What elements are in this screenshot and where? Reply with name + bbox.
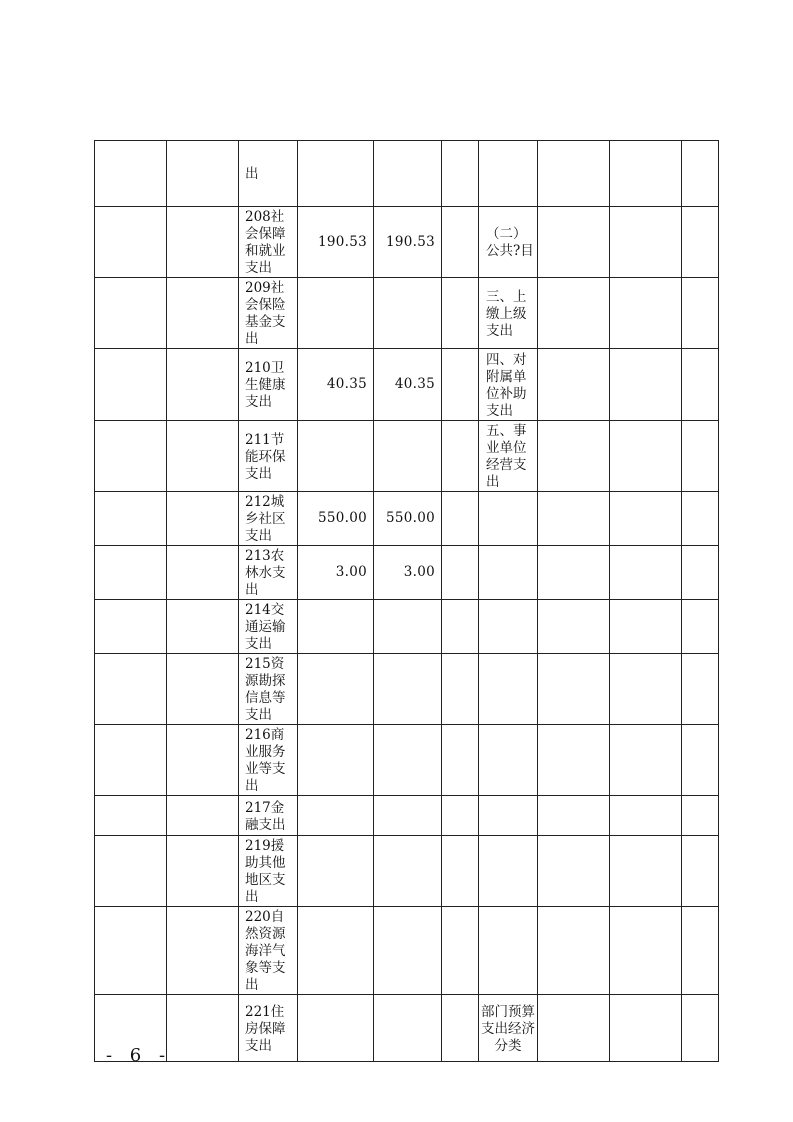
table-cell <box>442 796 479 836</box>
table-cell <box>682 278 719 349</box>
amount-total-cell <box>298 995 374 1062</box>
table-row <box>95 600 719 654</box>
table-cell <box>442 907 479 995</box>
table-cell <box>167 546 239 600</box>
table-row <box>95 349 719 421</box>
table-cell <box>610 995 682 1062</box>
table-cell <box>538 207 610 278</box>
table-cell <box>610 836 682 907</box>
table-cell <box>538 600 610 654</box>
table-cell <box>538 654 610 725</box>
amount-general-cell <box>374 725 442 796</box>
expense-category-cell: 208社会保障和就业支出 <box>239 207 298 278</box>
table-cell <box>610 796 682 836</box>
table-cell <box>610 421 682 492</box>
table-cell <box>167 995 239 1062</box>
amount-general-cell <box>374 421 442 492</box>
table-cell <box>167 725 239 796</box>
table-row <box>95 492 719 546</box>
expense-category-cell: 220自然资源海洋气象等支出 <box>239 907 298 995</box>
table-cell <box>442 421 479 492</box>
table-row <box>95 141 719 207</box>
expense-category-cell: 219援助其他地区支出 <box>239 836 298 907</box>
table-cell <box>442 654 479 725</box>
amount-total-cell <box>298 796 374 836</box>
expense-category-cell: 216商业服务业等支出 <box>239 725 298 796</box>
table-cell <box>610 725 682 796</box>
table-cell <box>95 349 167 421</box>
table-cell <box>610 492 682 546</box>
amount-total-cell <box>298 725 374 796</box>
table-cell <box>538 836 610 907</box>
table-cell <box>682 207 719 278</box>
table-cell <box>442 725 479 796</box>
table-cell <box>610 207 682 278</box>
expense-item-cell: （二）公共?目 <box>479 207 538 278</box>
table-cell <box>610 654 682 725</box>
table-cell <box>167 349 239 421</box>
expense-item-cell: 三、上缴上级支出 <box>479 278 538 349</box>
table-cell <box>682 349 719 421</box>
table-cell <box>167 421 239 492</box>
expense-category-cell: 出 <box>239 141 298 207</box>
expense-category-cell: 210卫生健康支出 <box>239 349 298 421</box>
expense-item-cell <box>479 492 538 546</box>
table-cell <box>538 349 610 421</box>
table-cell <box>167 600 239 654</box>
amount-total-cell <box>298 421 374 492</box>
table-cell <box>95 907 167 995</box>
table-cell <box>682 421 719 492</box>
budget-table <box>94 140 719 1062</box>
table-cell <box>95 725 167 796</box>
table-cell <box>682 836 719 907</box>
table-cell <box>95 796 167 836</box>
expense-category-cell: 215资源勘探信息等支出 <box>239 654 298 725</box>
amount-total-cell <box>298 654 374 725</box>
table-cell <box>167 654 239 725</box>
amount-general-cell: 550.00 <box>374 492 442 546</box>
amount-general-cell <box>374 141 442 207</box>
expense-item-cell: 部门预算支出经济分类 <box>479 995 538 1062</box>
table-cell <box>682 600 719 654</box>
table-cell <box>442 492 479 546</box>
expense-category-cell: 221住房保障支出 <box>239 995 298 1062</box>
amount-general-cell <box>374 654 442 725</box>
table-row <box>95 907 719 995</box>
amount-total-cell <box>298 141 374 207</box>
table-row <box>95 546 719 600</box>
table-cell <box>167 796 239 836</box>
amount-total-cell: 190.53 <box>298 207 374 278</box>
expense-item-cell <box>479 600 538 654</box>
table-cell <box>442 278 479 349</box>
expense-item-cell <box>479 907 538 995</box>
amount-general-cell <box>374 796 442 836</box>
table-cell <box>442 141 479 207</box>
table-cell <box>167 141 239 207</box>
table-cell <box>682 725 719 796</box>
amount-total-cell <box>298 907 374 995</box>
table-cell <box>95 546 167 600</box>
expense-item-cell <box>479 141 538 207</box>
expense-item-cell: 四、对附属单位补助支出 <box>479 349 538 421</box>
table-cell <box>95 421 167 492</box>
amount-general-cell: 3.00 <box>374 546 442 600</box>
table-row <box>95 725 719 796</box>
amount-total-cell <box>298 836 374 907</box>
table-cell <box>442 546 479 600</box>
table-cell <box>538 421 610 492</box>
table-cell <box>95 600 167 654</box>
table-row <box>95 278 719 349</box>
table-row <box>95 421 719 492</box>
table-cell <box>95 207 167 278</box>
amount-total-cell: 40.35 <box>298 349 374 421</box>
expense-category-cell: 213农林水支出 <box>239 546 298 600</box>
table-cell <box>682 141 719 207</box>
table-cell <box>682 907 719 995</box>
table-cell <box>442 995 479 1062</box>
expense-item-cell <box>479 836 538 907</box>
expense-category-cell: 214交通运输支出 <box>239 600 298 654</box>
table-cell <box>167 907 239 995</box>
table-cell <box>682 546 719 600</box>
amount-total-cell: 3.00 <box>298 546 374 600</box>
table-cell <box>538 907 610 995</box>
table-cell <box>167 492 239 546</box>
page-number: - 6 - <box>106 1045 172 1066</box>
table-cell <box>538 278 610 349</box>
table-cell <box>95 278 167 349</box>
table-cell <box>610 278 682 349</box>
expense-item-cell <box>479 796 538 836</box>
table-cell <box>95 141 167 207</box>
table-cell <box>95 836 167 907</box>
expense-item-cell <box>479 546 538 600</box>
table-cell <box>610 546 682 600</box>
amount-total-cell: 550.00 <box>298 492 374 546</box>
amount-general-cell <box>374 836 442 907</box>
table-cell <box>167 836 239 907</box>
table-cell <box>538 796 610 836</box>
amount-total-cell <box>298 600 374 654</box>
expense-item-cell <box>479 725 538 796</box>
amount-total-cell <box>298 278 374 349</box>
expense-category-cell: 212城乡社区支出 <box>239 492 298 546</box>
table-cell <box>682 995 719 1062</box>
table-cell <box>442 349 479 421</box>
table-cell <box>682 796 719 836</box>
table-cell <box>538 546 610 600</box>
amount-general-cell <box>374 907 442 995</box>
table-cell <box>682 492 719 546</box>
table-cell <box>95 654 167 725</box>
table-cell <box>167 207 239 278</box>
table-cell <box>95 492 167 546</box>
table-cell <box>610 349 682 421</box>
table-row <box>95 796 719 836</box>
expense-category-cell: 209社会保险基金支出 <box>239 278 298 349</box>
table-cell <box>610 907 682 995</box>
table-cell <box>167 278 239 349</box>
table-cell <box>442 836 479 907</box>
table-row <box>95 995 719 1062</box>
table-cell <box>442 600 479 654</box>
table-row <box>95 207 719 278</box>
table-cell <box>610 141 682 207</box>
amount-general-cell: 190.53 <box>374 207 442 278</box>
expense-item-cell: 五、事业单位经营支出 <box>479 421 538 492</box>
amount-general-cell <box>374 995 442 1062</box>
expense-category-cell: 211节能环保支出 <box>239 421 298 492</box>
amount-general-cell: 40.35 <box>374 349 442 421</box>
table-cell <box>538 141 610 207</box>
amount-general-cell <box>374 278 442 349</box>
table-cell <box>538 725 610 796</box>
expense-item-cell <box>479 654 538 725</box>
table-cell <box>538 995 610 1062</box>
table-row <box>95 836 719 907</box>
table-cell <box>682 654 719 725</box>
table-cell <box>442 207 479 278</box>
amount-general-cell <box>374 600 442 654</box>
table-cell <box>610 600 682 654</box>
table-row <box>95 654 719 725</box>
expense-category-cell: 217金融支出 <box>239 796 298 836</box>
table-cell <box>538 492 610 546</box>
